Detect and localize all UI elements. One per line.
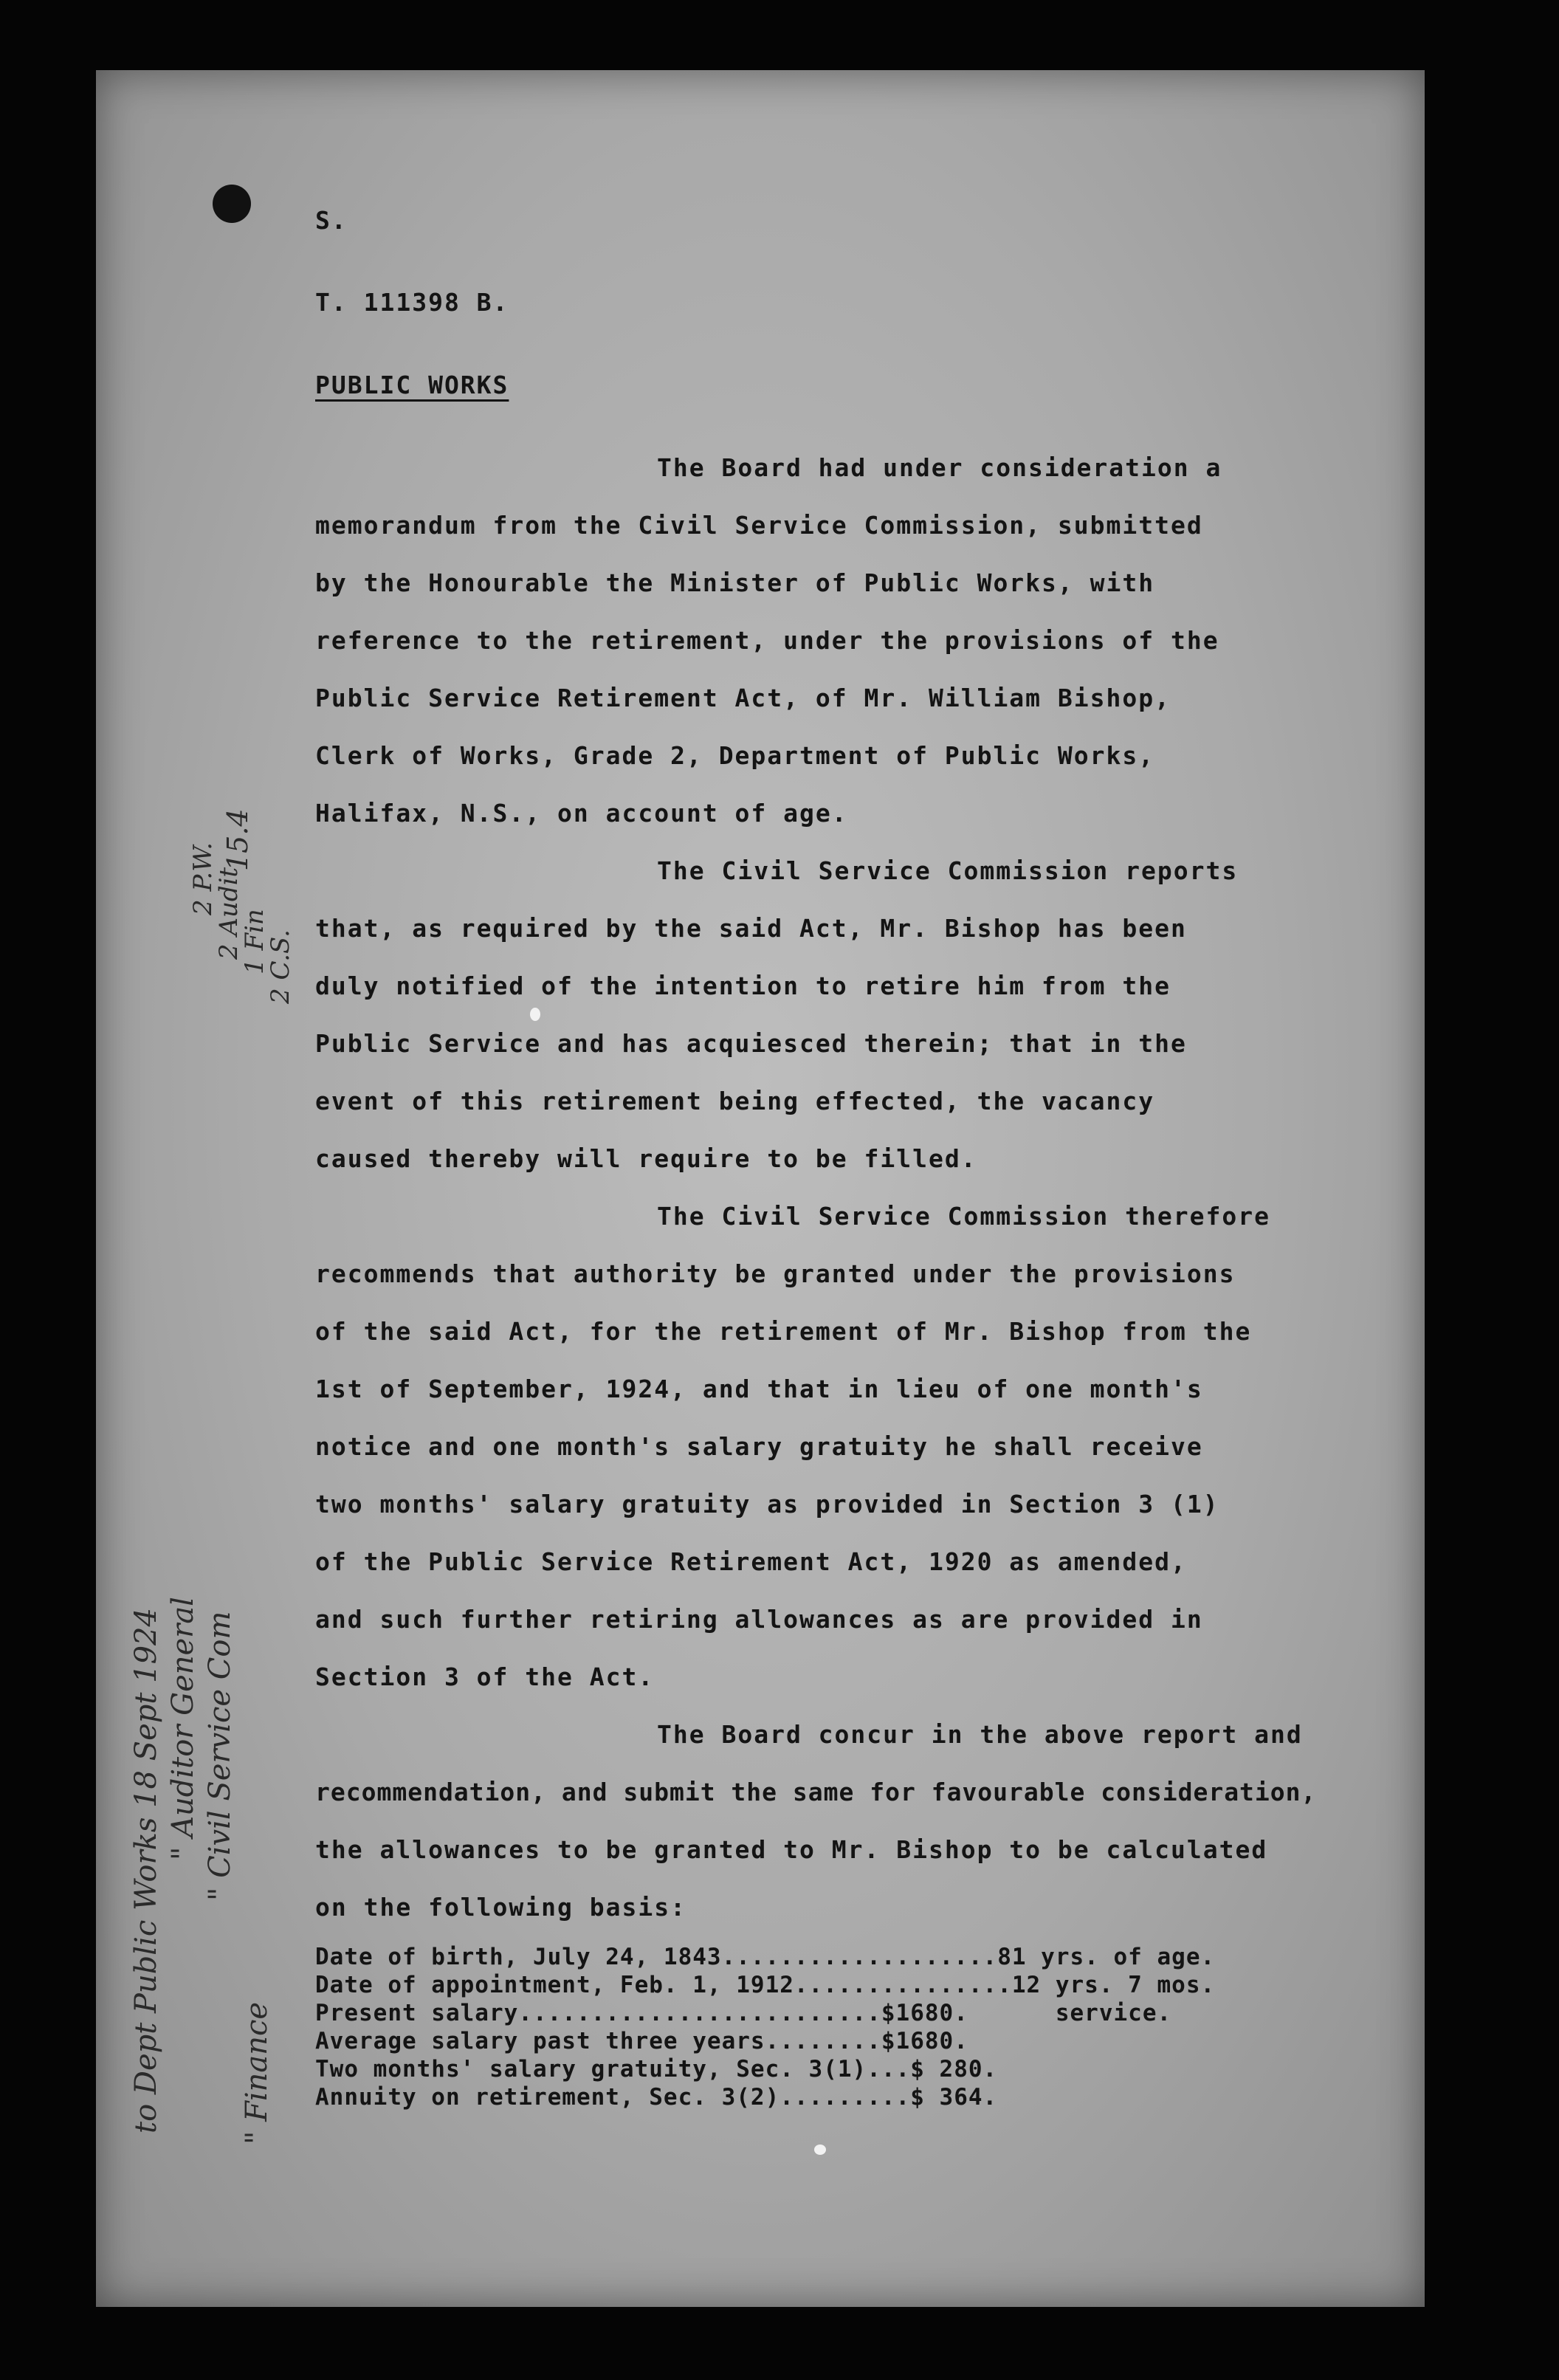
body-line: Section 3 of the Act.: [315, 1662, 655, 1691]
body-line: of the Public Service Retirement Act, 1920 as amended,: [315, 1547, 1187, 1576]
body-line: duly notified of the intention to retire him from the: [315, 971, 1171, 1000]
body-line: of the said Act, for the retirement of Mr. Bishop from the: [315, 1317, 1252, 1346]
body-line: memorandum from the Civil Service Commission, submitted: [315, 511, 1203, 540]
body-line: The Board concur in the above report and: [657, 1720, 1303, 1749]
body-line: The Civil Service Commission therefore: [657, 1202, 1270, 1231]
body-line: the allowances to be granted to Mr. Bishop to be calculated: [315, 1835, 1268, 1864]
body-line: and such further retiring allowances as are provided in: [315, 1605, 1203, 1634]
distribution-note: " Auditor General: [166, 1597, 200, 1860]
table-row: Two months' salary gratuity, Sec. 3(1)...$ 280.: [315, 2056, 998, 2082]
file-number: T. 111398 B.: [315, 288, 509, 317]
table-row: Average salary past three years........$1680.: [315, 2028, 968, 2054]
body-line: notice and one month's salary gratuity he shall receive: [315, 1432, 1203, 1461]
body-line: Public Service and has acquiesced therein; that in the: [315, 1029, 1187, 1058]
margin-note: 2 P.W.: [188, 842, 218, 915]
table-row: Present salary.........................$1680. service.: [315, 2000, 1172, 2026]
margin-note: 2 Audit: [214, 867, 244, 960]
scan-speck: [530, 1008, 540, 1021]
distribution-note: " Civil Service Com: [203, 1611, 237, 1901]
body-line: Halifax, N.S., on account of age.: [315, 799, 848, 828]
body-line: caused thereby will require to be filled.: [315, 1144, 977, 1173]
body-line: 1st of September, 1924, and that in lieu of one month's: [315, 1375, 1203, 1403]
page-mark: S.: [315, 206, 348, 235]
body-line: The Civil Service Commission reports: [657, 856, 1239, 885]
body-line: by the Honourable the Minister of Public Works, with: [315, 568, 1155, 597]
body-line: reference to the retirement, under the provisions of the: [315, 626, 1219, 655]
body-line: two months' salary gratuity as provided in Section 3 (1): [315, 1490, 1219, 1519]
table-row: Date of birth, July 24, 1843...................81 yrs. of age.: [315, 1944, 1216, 1970]
margin-note: 15.4: [221, 808, 254, 871]
body-line: that, as required by the said Act, Mr. Bishop has been: [315, 914, 1187, 943]
margin-note: 2 C.S.: [266, 929, 295, 1004]
table-row: Date of appointment, Feb. 1, 1912...............12 yrs. 7 mos.: [315, 1972, 1216, 1998]
table-row: Annuity on retirement, Sec. 3(2).........$ 364.: [315, 2084, 998, 2111]
body-line: event of this retirement being effected, the vacancy: [315, 1087, 1155, 1115]
margin-note: 1 Fin: [240, 909, 269, 974]
punch-hole: [213, 185, 251, 223]
distribution-note: " Finance: [240, 2001, 274, 2145]
body-line: Public Service Retirement Act, of Mr. William Bishop,: [315, 684, 1171, 712]
body-line: recommends that authority be granted under the provisions: [315, 1259, 1236, 1288]
body-line: The Board had under consideration a: [657, 453, 1222, 482]
department-heading: PUBLIC WORKS: [315, 371, 509, 399]
distribution-note: to Dept Public Works 18 Sept 1924: [129, 1608, 163, 2133]
body-line: Clerk of Works, Grade 2, Department of Public Works,: [315, 741, 1155, 770]
scan-speck: [814, 2145, 826, 2155]
body-line: on the following basis:: [315, 1893, 686, 1922]
body-line: recommendation, and submit the same for favourable consideration,: [315, 1778, 1317, 1806]
